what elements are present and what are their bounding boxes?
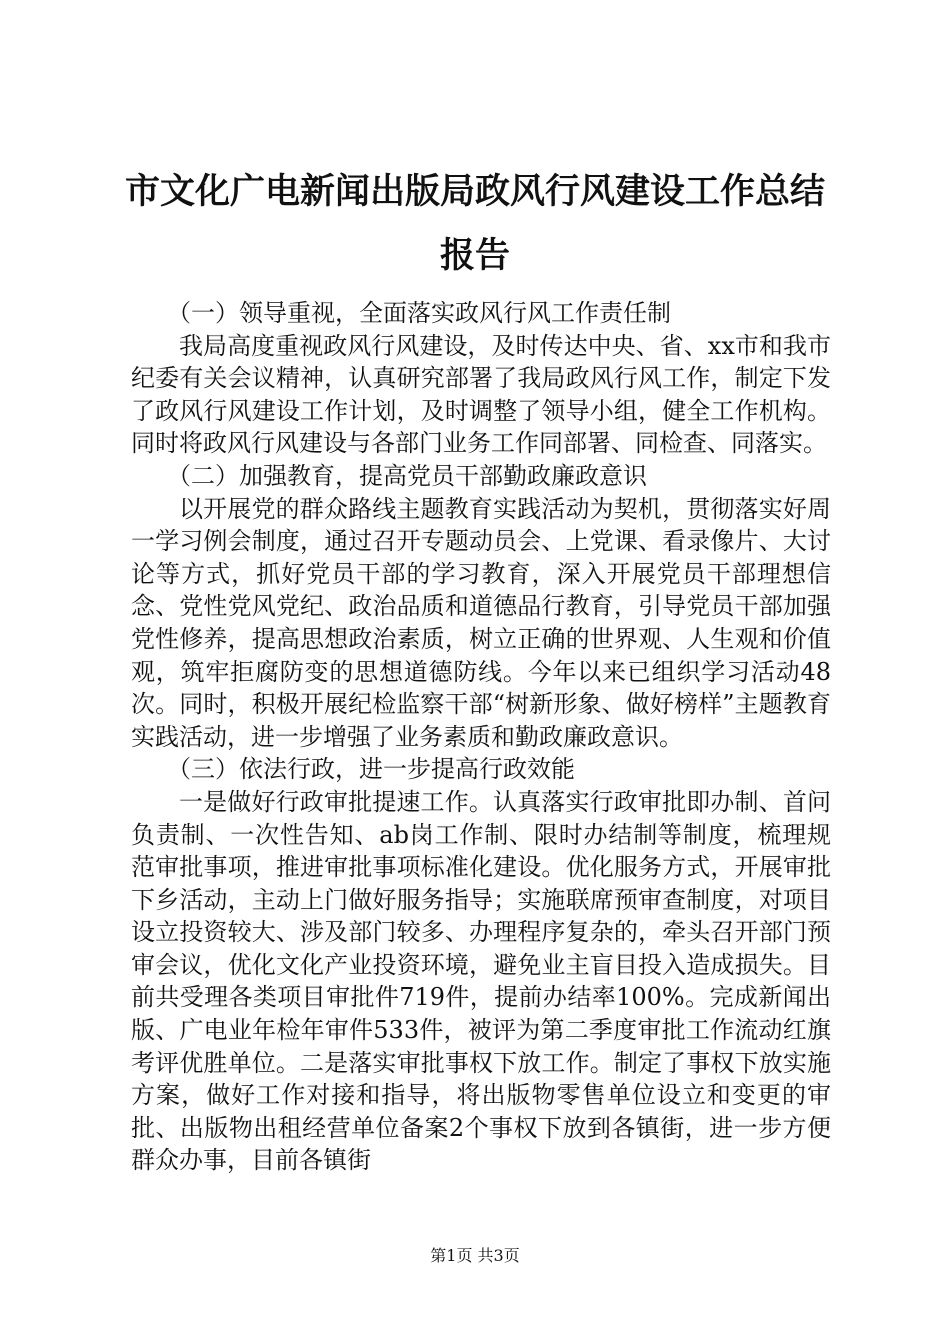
- section-2-paragraph: 以开展党的群众路线主题教育实践活动为契机，贯彻落实好周一学习例会制度，通过召开专题动员会、上党课、看录像片、大讨论等方式，抓好党员干部的学习教育，深入开展党员干部理想信念、党性党风党纪、政治品质和道德品行教育，引导党员干部加强党性修养，提高思想政治素质，树立正确的世界观、人生观和价值观，筑牢拒腐防变的思想道德防线。今年以来已组织学习活动48次。同时，积极开展纪检监察干部“树新形象、做好榜样”主题教育实践活动，进一步增强了业务素质和勤政廉政意识。: [131, 494, 831, 751]
- title-line-2: 报告: [439, 236, 510, 276]
- section-2-heading: （二）加强教育，提高党员干部勤政廉政意识: [167, 461, 647, 490]
- section-3-heading: （三）依法行政，进一步提高行政效能: [167, 755, 575, 784]
- section-1-heading: （一）领导重视，全面落实政风行风工作责任制: [167, 299, 671, 327]
- section-3-paragraph: 一是做好行政审批提速工作。认真落实行政审批即办制、首问负责制、一次性告知、ab岗工作制、限时办结制等制度，梳理规范审批事项，推进审批事项标准化建设。优化服务方式，开展审批下乡活动，主动上门做好服务指导；实施联席预审查制度，对项目设立投资较大、涉及部门较多、办理程序复杂的，牵头召开部门预审会议，优化文化产业投资环境，避免业主盲目投入造成损失。目前共受理各类项目审批件719件，提前办结率100%。完成新闻出版、广电业年检年审件533件，被评为第二季度审批工作流动红旗考评优胜单位。二是落实审批事权下放工作。制定了事权下放实施方案，做好工作对接和指导，将出版物零售单位设立和变更的审批、出版物出租经营单位备案2个事权下放到各镇街，进一步方便群众办事，目前各镇街: [131, 787, 831, 1175]
- document-body: [131, 297, 831, 1177]
- section-1-paragraph: 我局高度重视政风行风建设，及时传达中央、省、xx市和我市纪委有关会议精神，认真研究部署了我局政风行风工作，制定下发了政风行风建设工作计划，及时调整了领导小组，健全工作机构。同时将政风行风建设与各部门业务工作同部署、同检查、同落实。: [131, 331, 831, 458]
- title-line-1: 市文化广电新闻出版局政风行风建设工作总结: [124, 172, 825, 212]
- page-footer: 第1页 共3页: [430, 1246, 520, 1265]
- document-title: [110, 160, 840, 288]
